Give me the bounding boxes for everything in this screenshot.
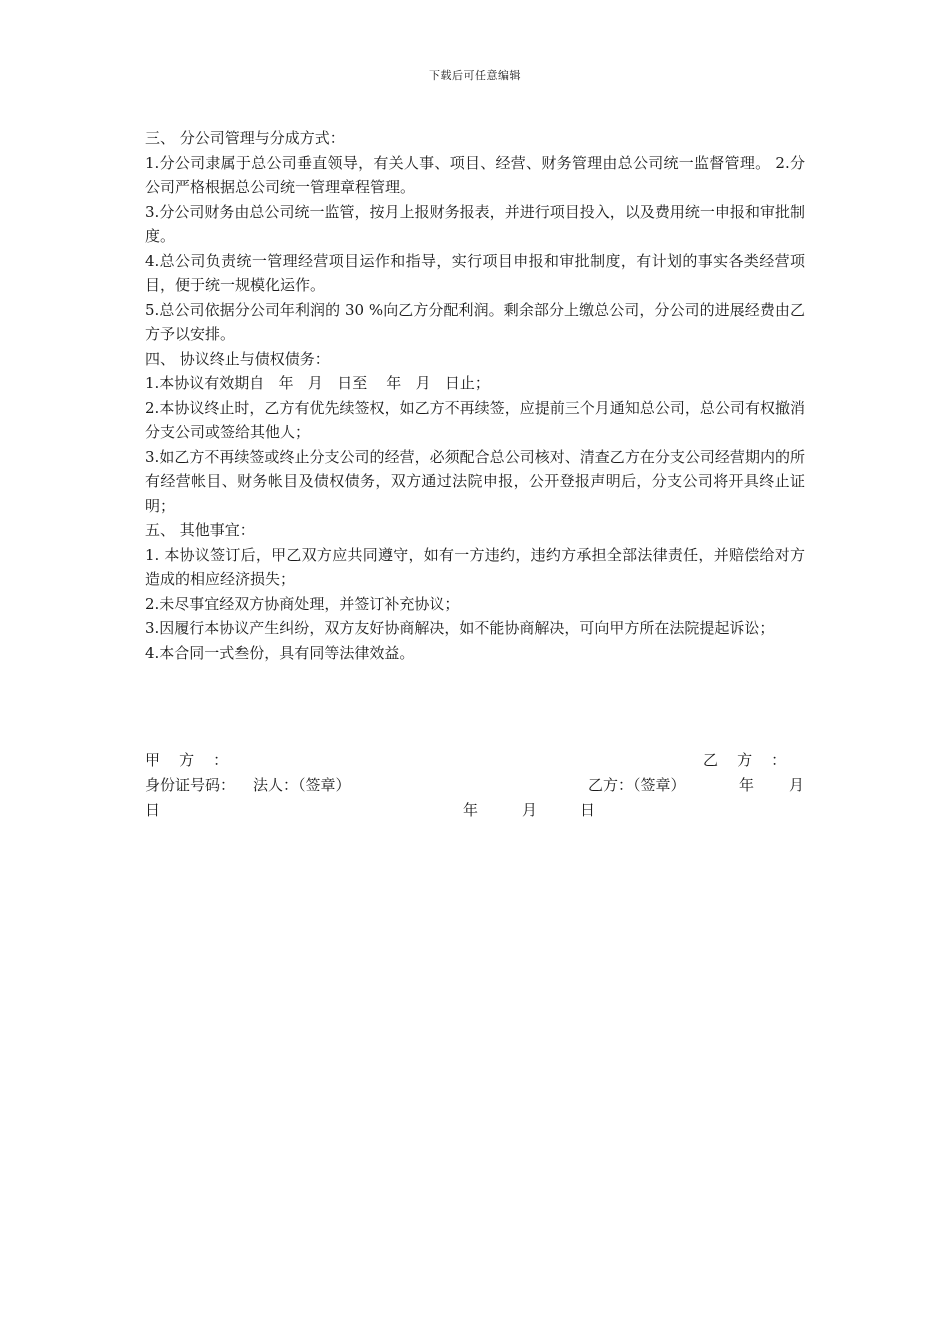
clause: 4.总公司负责统一管理经营项目运作和指导，实行项目申报和审批制度，有计划的事实各类经营项目，便于统一规模化运作。 bbox=[145, 251, 805, 294]
agreement-body bbox=[145, 126, 805, 665]
clause: 3.分公司财务由总公司统一监管，按月上报财务报表，并进行项目投入，以及费用统一申报和审批制度。 bbox=[145, 202, 805, 245]
party-b-month: 月 bbox=[789, 776, 805, 794]
section-heading: 三、 分公司管理与分成方式： bbox=[145, 129, 345, 147]
party-a-label: 甲 方 ： bbox=[145, 751, 229, 769]
clause: 5.总公司依据分公司年利润的 30 %向乙方分配利润。剩余部分上缴总公司，分公司的进展经费由乙方予以安排。 bbox=[145, 300, 805, 343]
clause: 3.因履行本协议产生纠纷，双方友好协商解决，如不能协商解决，可向甲方所在法院提起诉讼； bbox=[145, 619, 775, 637]
clause: 2.本协议终止时，乙方有优先续签权，如乙方不再续签，应提前三个月通知总公司，总公司有权撤消分支公司或签给其他人； bbox=[145, 398, 805, 441]
clause: 1.本协议有效期自 年 月 日至 年 月 日止； bbox=[145, 374, 490, 392]
section-heading: 五、 其他事宜： bbox=[145, 521, 255, 539]
legal-person-seal: 法人：（签章） bbox=[253, 776, 351, 794]
party-b-label: 乙 方 ： bbox=[703, 751, 787, 769]
header-note: 下载后可任意编辑 bbox=[429, 69, 521, 82]
clause: 1.分公司隶属于总公司垂直领导，有关人事、项目、经营、财务管理由总公司统一监督管理。 2.分公司严格根据总公司统一管理章程管理。 bbox=[145, 153, 805, 196]
party-b-seal: 乙方：（签章） bbox=[588, 776, 686, 794]
clause: 2.未尽事宜经双方协商处理，并签订补充协议； bbox=[145, 594, 460, 613]
party-a-year: 年 bbox=[463, 801, 479, 819]
party-a-day: 日 bbox=[580, 801, 596, 819]
clause: 1. 本协议签订后，甲乙双方应共同遵守，如有一方违约，违约方承担全部法律责任，并赔偿给对方造成的相应经济损失； bbox=[145, 545, 805, 588]
party-a-month: 月 bbox=[522, 801, 538, 819]
id-number-label: 身份证号码： bbox=[145, 776, 236, 794]
party-b-year: 年 bbox=[739, 776, 755, 794]
clause: 3.如乙方不再续签或终止分支公司的经营，必须配合总公司核对、清查乙方在分支公司经营期内的所有经营帐目、财务帐目及债权债务，双方通过法院申报，公开登报声明后，分支公司将开具终止证明； bbox=[145, 447, 805, 515]
signature-block bbox=[145, 748, 805, 828]
clause: 4.本合同一式叁份，具有同等法律效益。 bbox=[145, 643, 415, 662]
section-heading: 四、 协议终止与债权债务： bbox=[145, 349, 330, 368]
party-b-day: 日 bbox=[145, 801, 161, 819]
